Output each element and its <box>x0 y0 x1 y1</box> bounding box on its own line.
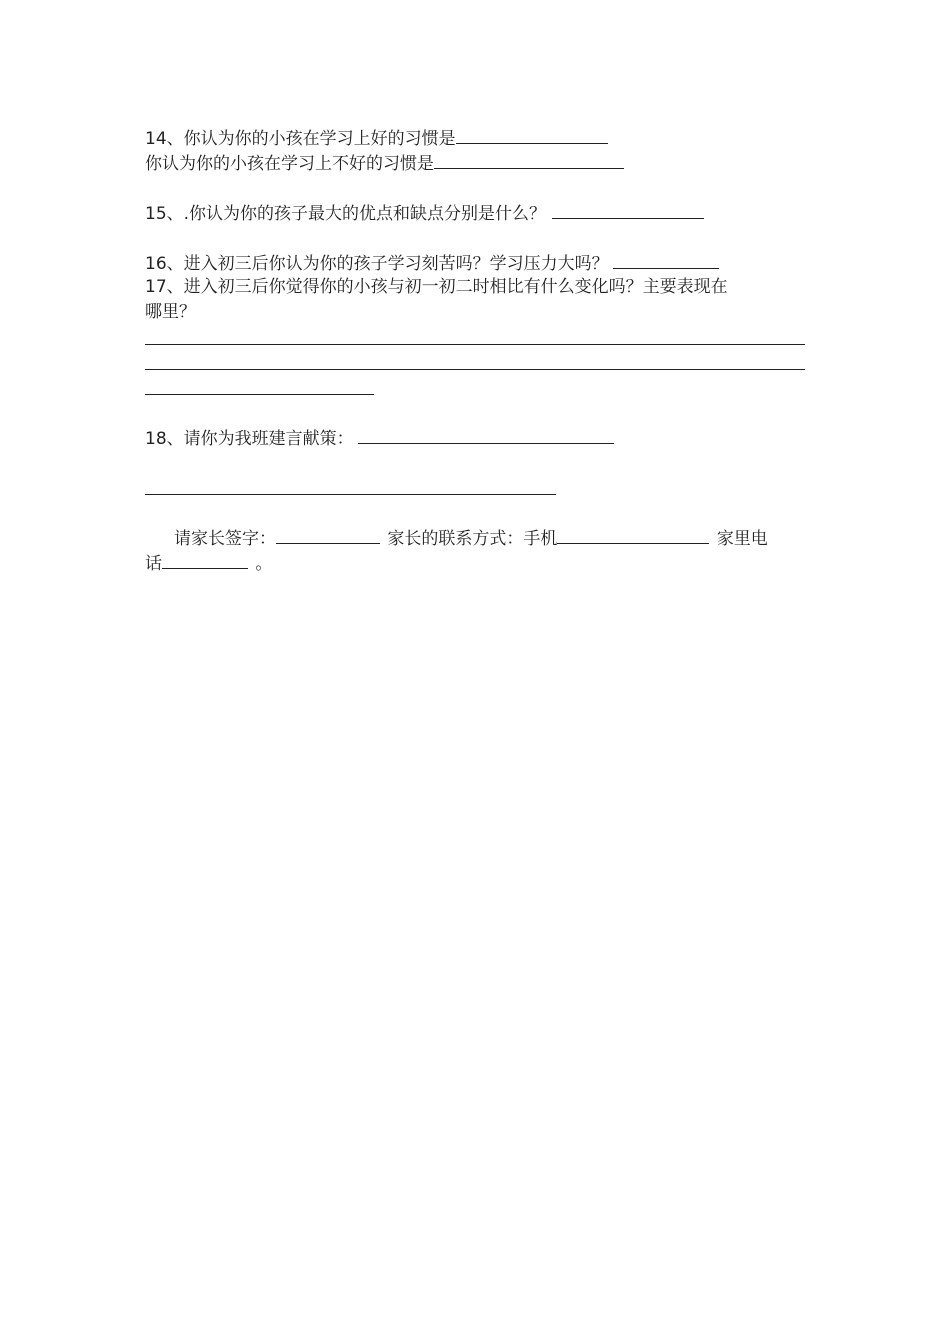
question-16-text: 16、进入初三后你认为你的孩子学习刻苦吗？学习压力大吗？ <box>145 254 609 274</box>
good-habits-blank[interactable] <box>456 125 608 144</box>
question-15 <box>145 200 704 226</box>
contact-label: 家长的联系方式：手机 <box>387 529 558 549</box>
question-18 <box>145 425 614 451</box>
signature-blank[interactable] <box>276 525 380 544</box>
home-phone-blank[interactable] <box>162 550 248 569</box>
question-14-line-1 <box>145 125 608 151</box>
home-phone-label-cont: 话 <box>145 554 162 574</box>
strengths-weaknesses-blank[interactable] <box>552 200 704 219</box>
answer-line-17-2[interactable] <box>145 369 805 370</box>
question-18-text: 18、请你为我班建言献策： <box>145 429 354 449</box>
question-14-text: 14、你认为你的小孩在学习上好的习惯是 <box>145 129 456 149</box>
question-17-followup-text: 哪里？ <box>145 302 196 322</box>
home-phone-label: 家里电 <box>716 529 768 549</box>
question-17-line-2 <box>145 300 196 324</box>
signature-line <box>174 525 768 551</box>
question-17-line-1 <box>145 275 728 299</box>
answer-line-17-1[interactable] <box>145 344 805 345</box>
answer-line-17-3[interactable] <box>145 394 374 395</box>
home-phone-line <box>145 550 272 576</box>
suggestion-blank[interactable] <box>358 425 614 444</box>
question-14-followup-text: 你认为你的小孩在学习上不好的习惯是 <box>145 154 434 174</box>
bad-habits-blank[interactable] <box>434 150 624 169</box>
period: 。 <box>255 554 273 574</box>
question-14-line-2 <box>145 150 624 176</box>
answer-line-18[interactable] <box>145 494 556 495</box>
pressure-blank[interactable] <box>613 250 719 269</box>
signature-label: 请家长签字： <box>174 529 276 549</box>
question-16 <box>145 250 719 276</box>
question-17-text: 17、进入初三后你觉得你的小孩与初一初二时相比有什么变化吗？主要表现在 <box>145 277 728 297</box>
mobile-blank[interactable] <box>557 525 709 544</box>
question-15-text: 15、.你认为你的孩子最大的优点和缺点分别是什么？ <box>145 204 547 224</box>
